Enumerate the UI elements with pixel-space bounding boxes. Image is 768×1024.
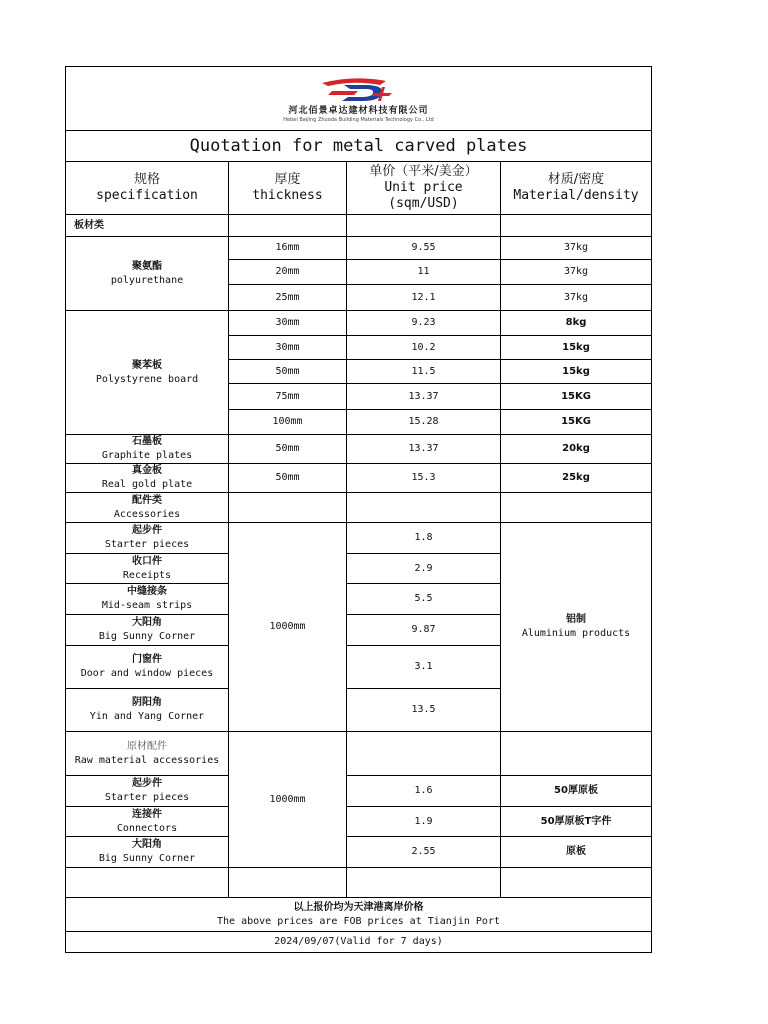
footer-date: 2024/09/07(Valid for 7 days) (66, 932, 652, 953)
thickness-cell: 30mm (229, 311, 347, 336)
accessory-item (66, 646, 229, 689)
section-plates-label: 板材类 (66, 215, 229, 237)
density-cell: 15KG (501, 410, 652, 435)
quotation-table (65, 66, 652, 953)
price-cell: 1.6 (347, 776, 501, 807)
material-cell: 50厚原板T字件 (501, 807, 652, 837)
empty-cell (501, 215, 652, 237)
price-cell: 9.87 (347, 615, 501, 646)
item-en: Connectors (116, 822, 178, 834)
product-cn: 真金板 (132, 465, 162, 476)
item-cn: 连接件 (132, 808, 162, 820)
header-price-cn: 单价（平米/美金） (369, 164, 478, 179)
product-graphite (66, 435, 229, 464)
material-cell (501, 523, 652, 732)
footer-note-cn: 以上报价均为天津港离岸价格 (293, 901, 424, 913)
item-cn: 大阳角 (132, 617, 162, 628)
density-cell: 20kg (501, 435, 652, 464)
product-en: polyurethane (110, 274, 184, 286)
empty-cell (229, 868, 347, 898)
material-cell: 50厚原板 (501, 776, 652, 807)
header-price-en1: Unit price (384, 180, 463, 195)
price-cell: 1.8 (347, 523, 501, 554)
density-cell: 15kg (501, 336, 652, 360)
price-cell: 3.1 (347, 646, 501, 689)
item-en: Big Sunny Corner (98, 853, 196, 864)
accessory-item (66, 554, 229, 584)
thickness-cell: 20mm (229, 260, 347, 285)
density-cell: 8kg (501, 311, 652, 336)
item-cn: 起步件 (132, 525, 162, 536)
section-en: Raw material accessories (74, 754, 220, 766)
header-material (501, 162, 652, 215)
price-cell: 13.37 (347, 384, 501, 410)
header-thickness (229, 162, 347, 215)
thickness-cell: 1000mm (229, 523, 347, 732)
item-en: Mid-seam strips (101, 600, 193, 611)
product-en: Real gold plate (101, 479, 193, 490)
page-title: Quotation for metal carved plates (66, 131, 652, 162)
header-mat-en: Material/density (513, 188, 639, 203)
item-cn: 门窗件 (132, 654, 162, 665)
price-cell: 15.28 (347, 410, 501, 435)
header-thick-en: thickness (252, 188, 323, 203)
product-real-gold (66, 464, 229, 493)
product-polyurethane (66, 237, 229, 311)
price-cell: 12.1 (347, 285, 501, 311)
thickness-cell: 16mm (229, 237, 347, 260)
company-name-cn: 河北佰景卓达建材科技有限公司 (288, 106, 429, 116)
density-cell: 37kg (501, 285, 652, 311)
accessory-item (66, 689, 229, 732)
empty-cell (501, 493, 652, 523)
material-cell: 原板 (501, 837, 652, 868)
material-cn: 铝制 (566, 614, 586, 625)
item-en: Starter pieces (104, 792, 190, 803)
section-raw-material (66, 732, 229, 776)
section-en: Accessories (113, 508, 181, 520)
thickness-cell: 1000mm (229, 732, 347, 868)
product-cn: 聚氨酯 (132, 260, 162, 272)
empty-cell (229, 215, 347, 237)
thickness-cell: 25mm (229, 285, 347, 311)
empty-cell (501, 732, 652, 776)
raw-item (66, 807, 229, 837)
item-cn: 大阳角 (132, 839, 162, 850)
empty-cell (347, 732, 501, 776)
product-polystyrene (66, 311, 229, 435)
section-cn: 配件类 (132, 494, 162, 506)
item-en: Receipts (122, 569, 172, 581)
header-price-en2: (sqm/USD) (388, 196, 459, 211)
item-en: Starter pieces (104, 539, 190, 550)
empty-cell (66, 868, 229, 898)
price-cell: 10.2 (347, 336, 501, 360)
empty-cell (501, 868, 652, 898)
accessory-item (66, 615, 229, 646)
density-cell: 37kg (501, 237, 652, 260)
item-en: Big Sunny Corner (98, 631, 196, 642)
accessory-item (66, 523, 229, 554)
header-spec-cn: 规格 (133, 172, 160, 187)
empty-cell (347, 493, 501, 523)
price-cell: 1.9 (347, 807, 501, 837)
section-cn: 原材配件 (127, 740, 167, 752)
raw-item (66, 776, 229, 807)
density-cell: 25kg (501, 464, 652, 493)
item-cn: 收口件 (132, 555, 162, 567)
price-cell: 15.3 (347, 464, 501, 493)
density-cell: 15kg (501, 360, 652, 384)
logo-mark-icon (314, 73, 404, 105)
header-unit-price (347, 162, 501, 215)
price-cell: 11 (347, 260, 501, 285)
thickness-cell: 100mm (229, 410, 347, 435)
price-cell: 13.5 (347, 689, 501, 732)
empty-cell (229, 493, 347, 523)
price-cell: 2.9 (347, 554, 501, 584)
item-cn: 阴阳角 (132, 697, 162, 708)
price-cell: 2.55 (347, 837, 501, 868)
header-spec-en: specification (96, 188, 198, 203)
product-en: Polystyrene board (95, 373, 199, 385)
price-cell: 11.5 (347, 360, 501, 384)
product-en: Graphite plates (101, 450, 193, 461)
product-cn: 聚苯板 (132, 359, 162, 371)
header-mat-cn: 材质/密度 (547, 172, 605, 187)
empty-cell (347, 215, 501, 237)
footer-note (66, 898, 652, 932)
raw-item (66, 837, 229, 868)
material-en: Aluminium products (521, 628, 631, 639)
density-cell: 37kg (501, 260, 652, 285)
price-cell: 5.5 (347, 584, 501, 615)
product-cn: 石墨板 (132, 436, 162, 447)
thickness-cell: 50mm (229, 464, 347, 493)
header-thick-cn: 厚度 (274, 172, 301, 187)
accessory-item (66, 584, 229, 615)
thickness-cell: 75mm (229, 384, 347, 410)
header-specification (66, 162, 229, 215)
thickness-cell: 30mm (229, 336, 347, 360)
section-accessories (66, 493, 229, 523)
item-cn: 中缝接条 (127, 586, 167, 597)
price-cell: 9.55 (347, 237, 501, 260)
item-cn: 起步件 (132, 778, 162, 789)
company-logo (66, 73, 651, 124)
company-name-en: Hebei Baijing Zhuoda Building Materials Technology Co., Ltd (283, 117, 434, 123)
footer-note-en: The above prices are FOB prices at Tianjin Port (217, 915, 500, 927)
item-en: Yin and Yang Corner (89, 711, 205, 722)
item-en: Door and window pieces (80, 668, 214, 679)
price-cell: 13.37 (347, 435, 501, 464)
price-cell: 9.23 (347, 311, 501, 336)
thickness-cell: 50mm (229, 435, 347, 464)
thickness-cell: 50mm (229, 360, 347, 384)
logo-cell (66, 67, 652, 131)
empty-cell (347, 868, 501, 898)
density-cell: 15KG (501, 384, 652, 410)
